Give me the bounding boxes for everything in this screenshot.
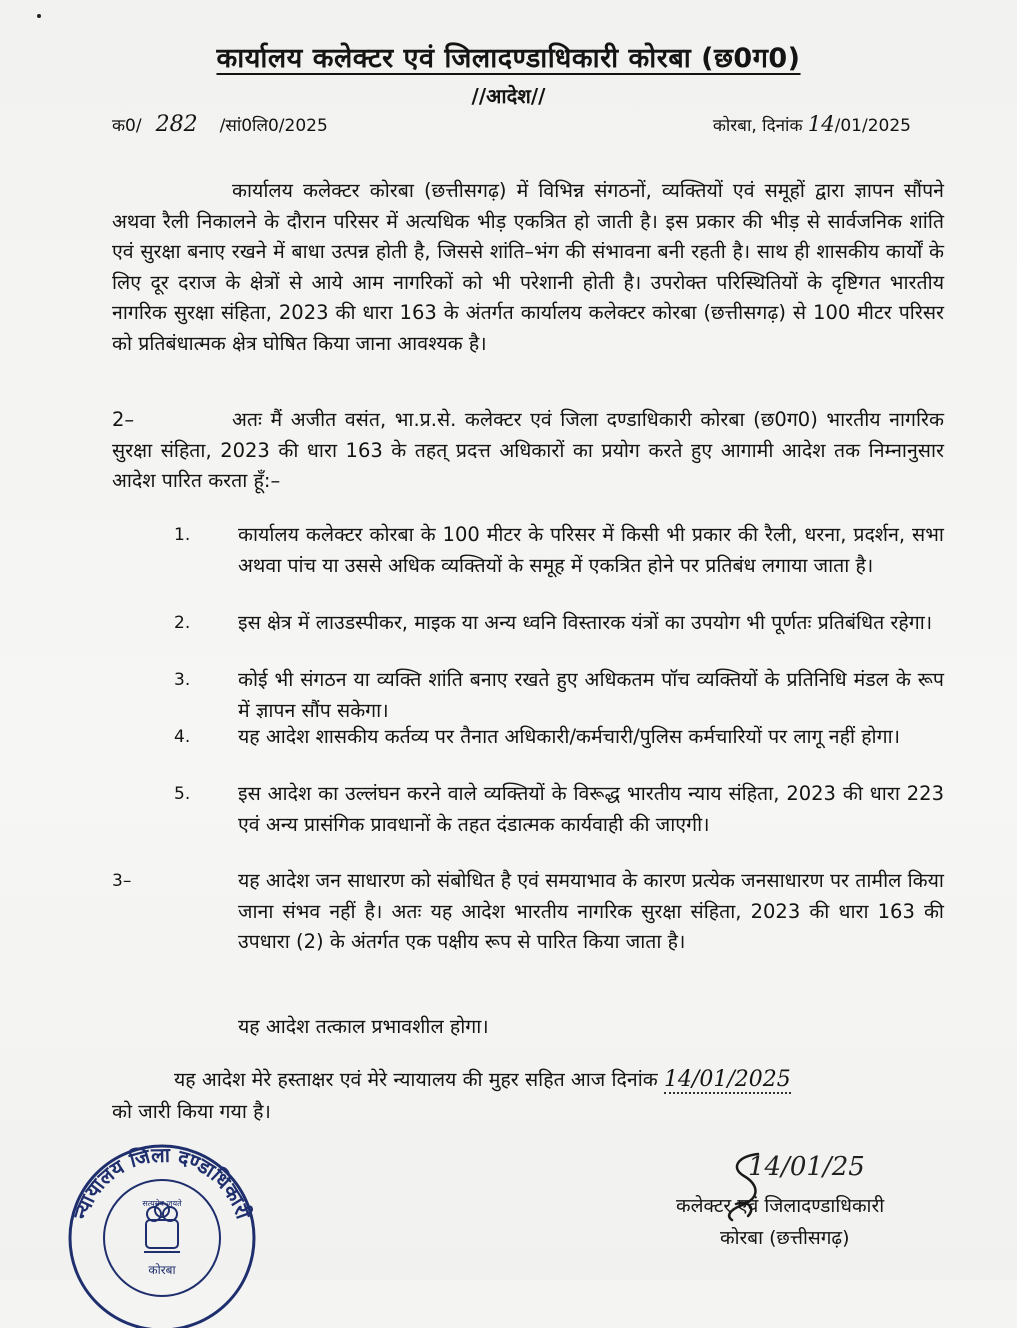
- list-item-number: 3.: [174, 670, 191, 690]
- paragraph-1: [112, 176, 944, 359]
- office-title: कार्यालय कलेक्टर एवं जिलादण्डाधिकारी कोरबा (छ0ग0): [216, 43, 801, 74]
- ref-suffix: /सां0लि0/2025: [219, 116, 328, 136]
- order-heading: //आदेश//: [471, 84, 546, 108]
- list-item-number: 1.: [174, 525, 191, 545]
- issue-statement: [112, 1064, 944, 1128]
- place-date-label: कोरबा, दिनांक: [712, 116, 803, 136]
- emblem-icon: [144, 1203, 180, 1252]
- date-day-handwritten: 14: [807, 112, 835, 136]
- list-item-number: 4.: [174, 727, 191, 747]
- list-item-text: कार्यालय कलेक्टर कोरबा के 100 मीटर के परिसर में किसी भी प्रकार की रैली, धरना, प्रदर्शन, सभा अथवा पांच या उससे अधिक व्यक्तियों के समूह में एकत्रित होने पर प्रतिबंध लगाया जाता है।: [238, 523, 944, 577]
- section-2-label: 2–: [112, 408, 135, 431]
- list-item-text: कोई भी संगठन या व्यक्ति शांति बनाए रखते हुए अधिकतम पॉच व्यक्तियों के प्रतिनिधि मंडल के रूप में ज्ञापन सौंप सकेगा।: [238, 668, 944, 722]
- list-item-number: 2.: [174, 613, 191, 633]
- list-item-number: 5.: [174, 784, 191, 804]
- section-3-text: यह आदेश जन साधारण को संबोधित है एवं समयाभाव के कारण प्रत्येक जनसाधारण पर तामील किया जाना संभव नहीं है। अतः यह आदेश भारतीय नागरिक सुरक्षा संहिता, 2023 की धारा 163 की उपधारा (2) के अंतर्गत एक पक्षीय रूप से पारित किया जाता है।: [238, 869, 944, 953]
- seal-bottom-text: कोरबा: [148, 1263, 176, 1277]
- reference-number: [112, 112, 328, 137]
- signatory-designation: कलेक्टर एवं जिलादण्डाधिकारी: [676, 1195, 885, 1217]
- section-2: [112, 405, 944, 497]
- effective-statement: यह आदेश तत्काल प्रभावशील होगा।: [238, 1015, 489, 1038]
- issue-date-handwritten: 14/01/2025: [663, 1067, 791, 1092]
- seal-outer-text: न्यायालय जिला दण्डाधिकारी: [68, 1142, 256, 1222]
- list-item-text: इस क्षेत्र में लाउडस्पीकर, माइक या अन्य ध्वनि विस्तारक यंत्रों का उपयोग भी पूर्णतः प्रतिबंधित रहेगा।: [238, 611, 933, 634]
- court-seal: [62, 1128, 262, 1328]
- section-2-text: अतः मैं अजीत वसंत, भा.प्र.से. कलेक्टर एवं जिला दण्डाधिकारी कोरबा (छ0ग0) भारतीय नागरिक सुरक्षा संहिता, 2023 की धारा 163 के तहत् प्रदत्त अधिकारों का प्रयोग करते हुए आगामी आदेश तक निम्नानुसार आदेश पारित करता हूँ:–: [112, 408, 944, 492]
- speck: [37, 14, 41, 18]
- list-item-text: यह आदेश शासकीय कर्तव्य पर तैनात अधिकारी/कर्मचारी/पुलिस कर्मचारियों पर लागू नहीं होगा।: [238, 725, 901, 748]
- signature-date-handwritten: 14/01/25: [748, 1152, 865, 1182]
- section-3-label: 3–: [112, 871, 132, 891]
- ref-prefix: क0/: [112, 116, 142, 136]
- list-item-text: इस आदेश का उल्लंघन करने वाले व्यक्तियों के विरूद्ध भारतीय न्याय संहिता, 2023 की धारा 223 एवं अन्य प्रासंगिक प्रावधानों के तहत दंडात्मक कार्यवाही की जाएगी।: [238, 782, 944, 836]
- paragraph-1-text: कार्यालय कलेक्टर कोरबा (छत्तीसगढ़) में विभिन्न संगठनों, व्यक्तियों एवं समूहों द्वारा ज्ञापन सौंपने अथवा रैली निकालने के दौरान परिसर में अत्यधिक भीड़ एकत्रित हो जाती है। इस प्रकार की भीड़ से सार्वजनिक शांति एवं सुरक्षा बनाए रखने में बाधा उत्पन्न होती है, जिससे शांति–भंग की संभावना बनी रहती है। साथ ही शासकीय कार्यों के लिए दूर दराज के क्षेत्रों से आये आम नागरिकों को भी परेशानी होती है। उपरोक्त परिस्थितियों के दृष्टिगत भारतीय नागरिक सुरक्षा संहिता, 2023 की धारा 163 के अंतर्गत कार्यालय कलेक्टर कोरबा (छत्तीसगढ़) से 100 मीटर परिसर को प्रतिबंधात्मक क्षेत्र घोषित किया जाना आवश्यक है।: [112, 179, 944, 355]
- signatory-place: कोरबा (छत्तीसगढ़): [720, 1227, 850, 1249]
- seal-inner-text: सत्यमेव जयते: [142, 1199, 182, 1208]
- place-date: [713, 112, 911, 136]
- ref-number-handwritten: 282: [155, 112, 198, 137]
- issue-text-after: को जारी किया गया है।: [112, 1100, 271, 1123]
- date-rest: /01/2025: [834, 116, 911, 136]
- issue-text-before: यह आदेश मेरे हस्ताक्षर एवं मेरे न्यायालय की मुहर सहित आज दिनांक: [174, 1068, 658, 1091]
